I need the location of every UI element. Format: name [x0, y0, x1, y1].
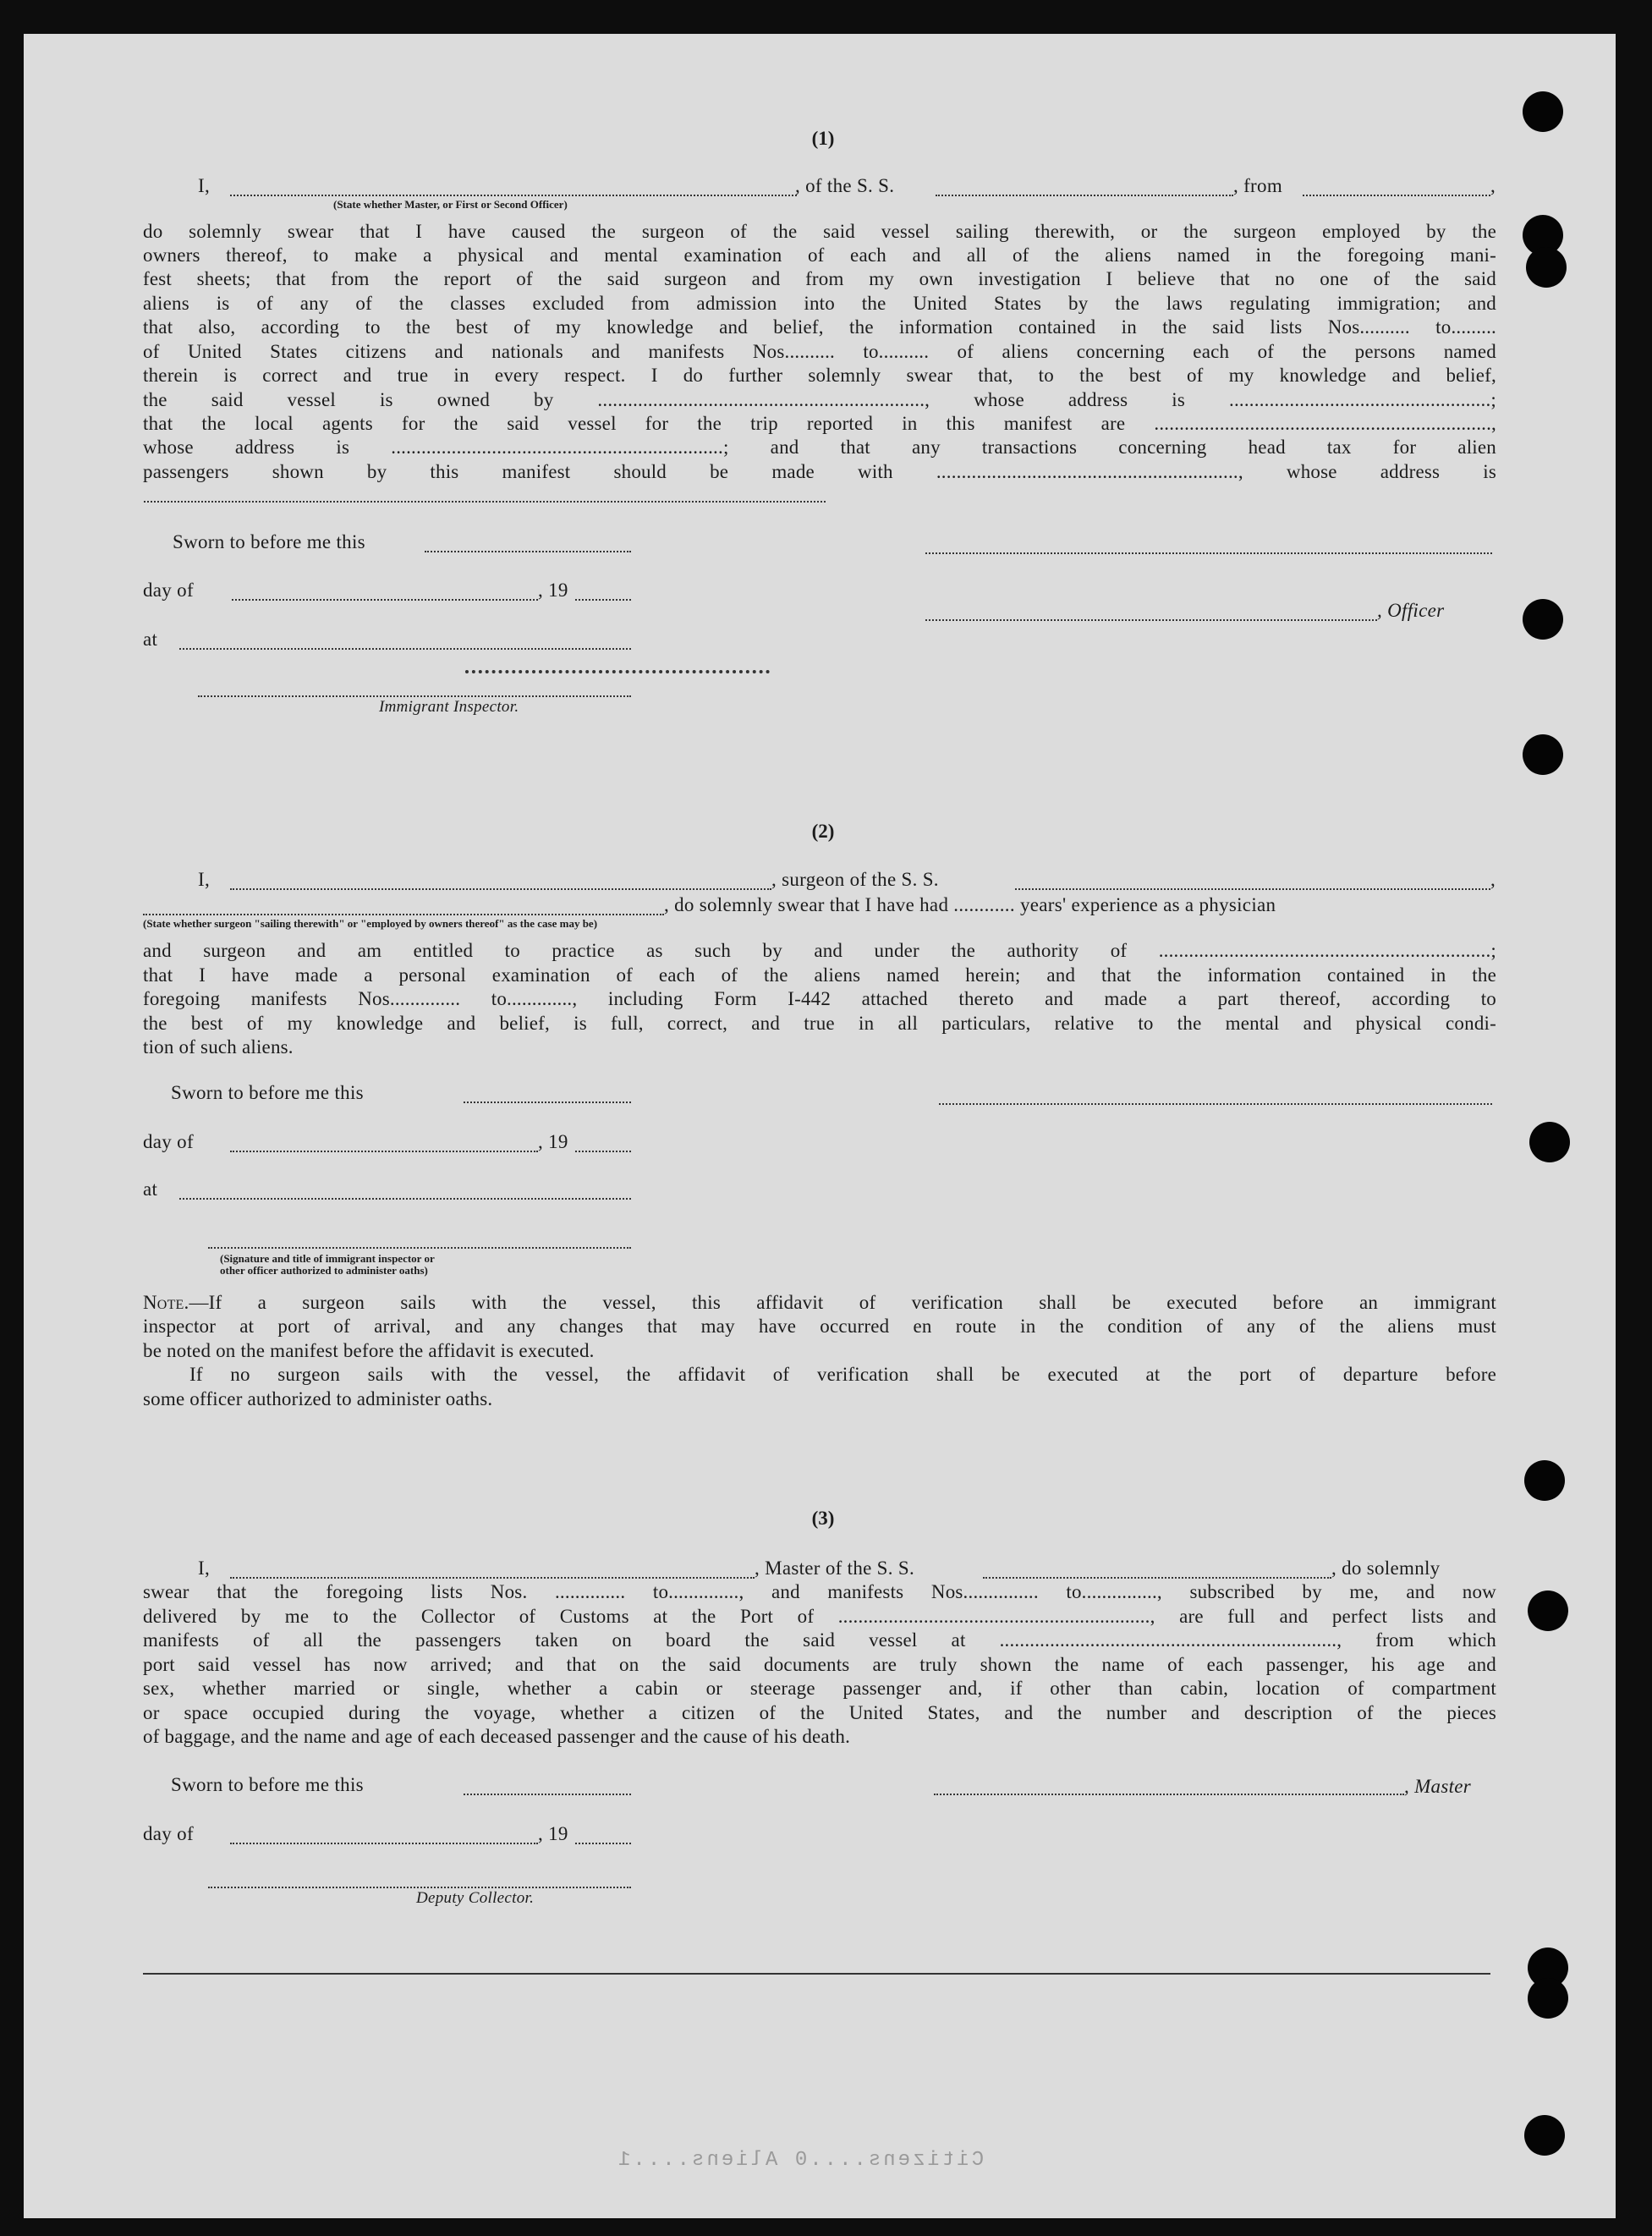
s3-month-field[interactable]	[230, 1843, 538, 1844]
s1-para-line: that also, according to the best of my knowledge and belief, the information contained in the said lists Nos.......... to.........	[143, 316, 1496, 338]
s1-inspector-dots	[465, 670, 770, 673]
s2-para-line: and surgeon and am entitled to practice as such by and under the authority of ..................................................................;	[143, 940, 1496, 961]
s1-sworn-day-field[interactable]	[425, 551, 631, 552]
s3-para-line: sex, whether married or single, whether a cabin or steerage passenger and, if other than cabin, location of compartment	[143, 1678, 1496, 1699]
s3-sworn-label: Sworn to before me this	[171, 1774, 364, 1795]
s3-day-of-label: day of	[143, 1823, 194, 1844]
s2-at-place-field[interactable]	[179, 1198, 631, 1200]
s1-para-line: fest sheets; that from the report of the said surgeon and from my own investigation I believe that no one of the said	[143, 268, 1496, 289]
s2-signature-field[interactable]	[939, 1103, 1492, 1105]
s2-note-line: some officer authorized to administer oaths.	[143, 1388, 493, 1409]
s3-year-field[interactable]	[575, 1843, 631, 1844]
s3-sworn-day-field[interactable]	[464, 1794, 631, 1795]
s1-para-line: of United States citizens and nationals and manifests Nos.......... to.......... of aliens concerning each of the persons named	[143, 341, 1496, 362]
s1-head-tax-address-field[interactable]	[144, 501, 826, 503]
section-2-heading: (2)	[811, 821, 835, 842]
s2-year-field[interactable]	[575, 1151, 631, 1152]
s1-sworn-label: Sworn to before me this	[173, 531, 365, 552]
s2-signature-note: other officer authorized to administer oaths)	[220, 1264, 428, 1277]
s1-from-port-field[interactable]	[1303, 195, 1490, 196]
punch-hole	[1524, 2115, 1565, 2156]
s1-officer-note: (State whether Master, or First or Second Officer)	[333, 198, 568, 211]
s1-i-label: I,	[198, 175, 211, 196]
s1-para-line: whose address is ..................................................................; and that any transactions concerning head tax for alien	[143, 437, 1496, 458]
s2-note-line: be noted on the manifest before the affidavit is executed.	[143, 1340, 595, 1361]
s1-officer-signature-field[interactable]	[925, 619, 1377, 621]
s1-para-line: therein is correct and true in every respect. I do further solemnly swear that, to the best of my knowledge and belief,	[143, 365, 1496, 386]
s1-at-label: at	[143, 629, 158, 650]
s1-officer-signature-top[interactable]	[925, 552, 1492, 554]
s1-para-line: aliens is of any of the classes excluded from admission into the United States by the laws regulating immigration; and	[143, 293, 1496, 314]
s2-para-line: the best of my knowledge and belief, is full, correct, and true in all particulars, relative to the mental and physical condi-	[143, 1013, 1496, 1034]
s3-master-sign-label: , Master	[1404, 1776, 1472, 1797]
s3-ship-name-field[interactable]	[983, 1577, 1331, 1579]
s1-at-place-field[interactable]	[179, 648, 631, 650]
s1-year-label: , 19	[538, 580, 568, 601]
punch-hole	[1529, 1122, 1570, 1162]
s2-swear-line: , do solemnly swear that I have had ............ years' experience as a physician	[664, 894, 1276, 915]
s3-para-line: manifests of all the passengers taken on board the said vessel at ..................................................................., from which	[143, 1629, 1496, 1651]
punch-hole	[1524, 1460, 1565, 1501]
bottom-rule	[143, 1973, 1490, 1975]
s2-sworn-label: Sworn to before me this	[171, 1082, 364, 1103]
s1-day-of-label: day of	[143, 580, 194, 601]
s3-para-line: delivered by me to the Collector of Customs at the Port of .............................................................., are full and perfect lists and	[143, 1606, 1496, 1627]
s3-para-line: port said vessel has now arrived; and that on the said documents are truly shown the name of each passenger, his age and	[143, 1654, 1496, 1675]
note-text: —If a surgeon sails with the vessel, this affidavit of verification shall be executed before an immigrant	[189, 1292, 1496, 1313]
s2-surgeon-note: (State whether surgeon "sailing therewith" or "employed by owners thereof" as the case may be)	[143, 917, 598, 930]
bleed-through-text: Citizens....0 Aliens....1	[616, 2149, 985, 2172]
s2-at-label: at	[143, 1178, 158, 1200]
s2-para-line: tion of such aliens.	[143, 1036, 294, 1058]
section-1-heading: (1)	[811, 128, 835, 149]
s3-para-line: or space occupied during the voyage, whether a citizen of the United States, and the number and description of the pieces	[143, 1702, 1496, 1723]
s2-surgeon-name-field[interactable]	[230, 888, 771, 890]
s3-master-name-field[interactable]	[230, 1577, 755, 1579]
s1-master-name-field[interactable]	[230, 195, 797, 196]
s3-year-label: , 19	[538, 1823, 568, 1844]
s3-master-signature-field[interactable]	[934, 1794, 1404, 1795]
s2-sworn-day-field[interactable]	[464, 1102, 631, 1103]
s1-para-line: the said vessel is owned by ................................................................., whose address is ....................................................;	[143, 389, 1496, 410]
s1-para-line: owners thereof, to make a physical and mental examination of each and all of the aliens named in the foregoing mani-	[143, 244, 1496, 266]
s2-ship-name-field[interactable]	[1015, 888, 1490, 890]
s1-para-line: passengers shown by this manifest should be made with ............................................................, whose address is	[143, 461, 1496, 482]
punch-hole	[1523, 734, 1563, 775]
s2-surgeon-status-field[interactable]	[143, 914, 664, 915]
punch-hole	[1523, 91, 1563, 132]
s1-month-field[interactable]	[232, 599, 538, 601]
s2-year-label: , 19	[538, 1131, 568, 1152]
s2-surgeon-label: , surgeon of the S. S.	[771, 869, 939, 890]
s3-deputy-label: Deputy Collector.	[416, 1889, 535, 1907]
s1-para-line: that the local agents for the said vessel for the trip reported in this manifest are ...................................................................,	[143, 413, 1496, 434]
punch-hole	[1528, 1978, 1568, 2019]
note-label: Note.	[143, 1292, 189, 1313]
s2-para-line: that I have made a personal examination of each of the aliens named herein; and that the information contained in the	[143, 964, 1496, 986]
section-3-heading: (3)	[811, 1508, 835, 1529]
s1-officer-label: , Officer	[1377, 600, 1445, 621]
s2-month-field[interactable]	[230, 1151, 538, 1152]
s1-inspector-label: Immigrant Inspector.	[379, 698, 519, 716]
s3-para-line: swear that the foregoing lists Nos. .............. to.............., and manifests Nos............... to..............., subscribed by me, and now	[143, 1581, 1496, 1602]
s2-i-label: I,	[198, 869, 211, 890]
punch-hole	[1528, 1590, 1568, 1631]
s2-note-line: inspector at port of arrival, and any changes that may have occurred en route in the condition of any of the aliens must	[143, 1316, 1496, 1337]
form-sheet	[24, 34, 1616, 2218]
s2-day-of-label: day of	[143, 1131, 194, 1152]
s2-note-line	[143, 1291, 1496, 1316]
s1-para-line: do solemnly swear that I have caused the surgeon of the said vessel sailing therewith, or the surgeon employed by the	[143, 221, 1496, 242]
s1-of-ss-label: , of the S. S.	[795, 175, 895, 196]
s3-solemnly-label: , do solemnly	[1331, 1558, 1441, 1579]
s3-master-label: , Master of the S. S.	[755, 1558, 915, 1579]
punch-hole	[1523, 599, 1563, 640]
s3-para-line: of baggage, and the name and age of each deceased passenger and the cause of his death.	[143, 1726, 851, 1747]
s1-from-label: , from	[1233, 175, 1283, 196]
s2-line-end: ,	[1490, 869, 1496, 890]
punch-hole	[1526, 247, 1567, 288]
s2-para-line: foregoing manifests Nos.............. to............., including Form I-442 attached thereto and made a part thereof, according to	[143, 988, 1496, 1009]
s2-note-line: If no surgeon sails with the vessel, the affidavit of verification shall be executed at the port of departure before	[189, 1364, 1496, 1385]
s2-inspector-signature-field[interactable]	[208, 1247, 631, 1249]
s1-line-end: ,	[1490, 175, 1496, 196]
s1-year-field[interactable]	[575, 599, 631, 601]
s1-ship-name-field[interactable]	[936, 195, 1233, 196]
s2-signature-note: (Signature and title of immigrant inspector or	[220, 1252, 435, 1265]
s3-i-label: I,	[198, 1558, 211, 1579]
